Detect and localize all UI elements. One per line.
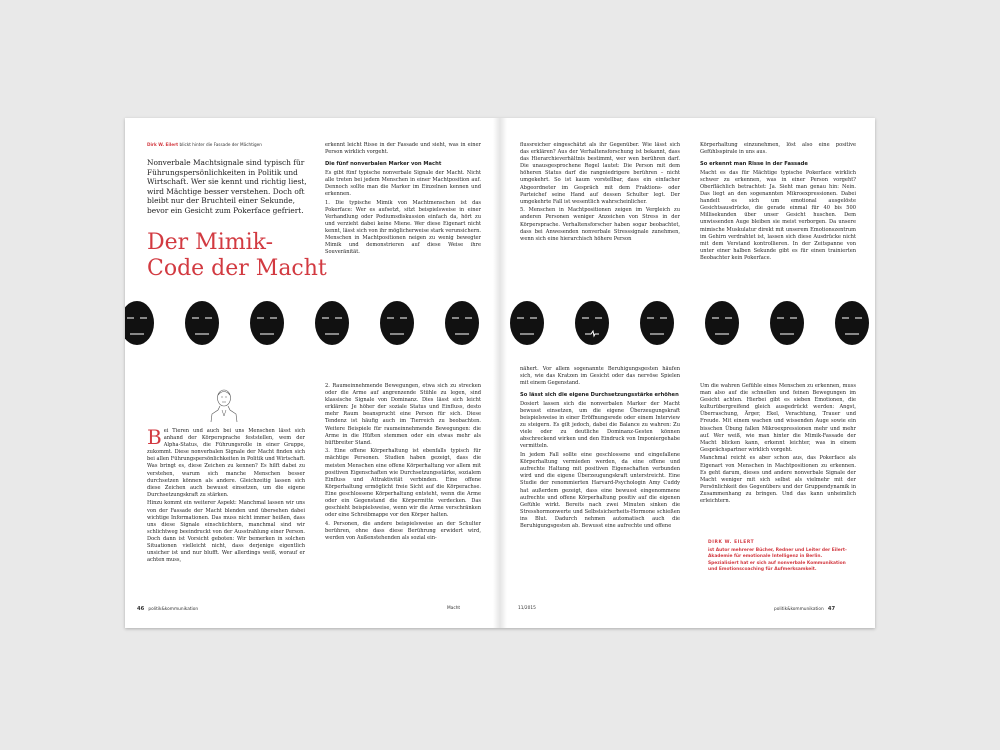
right-page	[500, 118, 875, 628]
col1-paragraph-2: Hinzu kommt ein weiterer Aspekt: Manchmal lassen wir uns von der Fassade der Macht blenden und übersehen dabei wichtige Informationen. Das muss nicht immer heißen, dass uns diese Signale einschüchtern, manchmal sind wir schlichtweg beeindruckt von der Ausstrahlung einer Person. Doch dann ist Vorsicht geboten: Wir bemerken in solchen Situationen vielleicht nicht, dass derjenige eigentlich unsicher ist und nur blufft. Wer allerdings weiß, worauf er achten muss,	[147, 500, 305, 564]
right-page-number: 47	[827, 606, 836, 612]
left-page-number: 46	[137, 606, 145, 612]
drop-cap: B	[147, 428, 162, 449]
article-headline: Der Mimik-Code der Macht	[147, 230, 327, 281]
col1-paragraph-1-text: ei Tieren und auch bei uns Menschen lässt sich anhand der Körpersprache feststellen, wem der Alpha-Status, die Führungsrolle in einer Gruppe, zukommt. Diese nonverbalen Signale der Macht finden sich bei allen Führungspersönlichkeiten in Politik und Wirtschaft. Was bringt es, diese Zeichen zu kennen? Es hilft dabei zu verstehen, warum sich manche Menschen besser durchsetzen können als andere. Gleichzeitig lassen sich diese Zeichen auch bewusst einsetzen, um die eigene Durchsetzungskraft zu stärken.	[147, 428, 305, 498]
column-1-bottom	[147, 428, 305, 604]
col2-intro: erkennt leicht Risse in der Fassade und sieht, was in einer Person wirklich vorgeht.	[325, 142, 481, 156]
col3-bottom-paragraph-2: Dosiert lassen sich die nonverbalen Marker der Macht bewusst einsetzen, um die eigene Überzeugungskraft beispielsweise in einer Eröffnungsrede oder einem Interview zu steigern. Es gilt jedoch, dabei die Balance zu wahren: Zu viele oder zu deutliche Dominanz-Gesten können abschreckend wirken und den Eindruck von Imponiergehabe vermitteln.	[520, 400, 680, 450]
spine-gutter	[493, 118, 507, 628]
column-3-top	[520, 142, 680, 292]
author-portrait-sketch	[209, 386, 239, 422]
right-footer	[774, 606, 835, 612]
left-page	[125, 118, 500, 628]
author-bio	[708, 540, 848, 573]
pokerface-illustration	[377, 298, 417, 348]
col3-paragraph: flussreicher eingeschätzt als ihr Gegenüber. Wie lässt sich das erklären? Aus der Verhaltensforschung ist bekannt, dass das Hierarchieverhältnis bestimmt, wer wen berühren darf. Die unausgesprochene Regel lautet: Die Person mit dem höheren Status darf die rangniedrigere berühren – nicht umgekehrt. So ist kaum vorstellbar, dass ein einfacher Abgeordneter im Gespräch mit dem Fraktions- oder Parteichef seine Hand auf dessen Schulter legt. Der umgekehrte Fall ist wesentlich wahrscheinlicher.	[520, 142, 680, 205]
magazine-spread	[125, 118, 875, 628]
col2-item-3: 3. Eine offene Körperhaltung ist ebenfalls typisch für mächtige Personen. Studien haben gezeigt, dass die meisten Menschen eine offene Körperhaltung vor allem mit positiven Eigenschaften wie Durchsetzungsstärke, sozialem Einfluss und Attraktivität verbinden. Eine offene Körperhaltung ermöglicht freie Sicht auf die Körperachse. Eine geschlossene Körperhaltung entsteht, wenn die Arme oder ein Gegenstand die Körpermitte verdecken. Das geschieht beispielsweise, wenn wir die Arme verschränken oder eine Schreibmappe vor den Körper halten.	[325, 448, 481, 519]
photo-caption	[147, 142, 262, 147]
pokerface-illustration	[637, 298, 677, 348]
caption-name: Dirk W. Eilert	[147, 142, 179, 147]
col2-item-2: 2. Raumeinnehmende Bewegungen, etwa sich zu strecken oder die Arme auf angrenzende Stühle zu legen, sind klassische Signale von Dominanz. Dies lässt sich leicht erklären: Je höher der soziale Status und Einfluss, desto mehr Raum beansprucht eine Person für sich. Diese Tendenz ist häufig auch im Tierreich zu beobachten. Weitere Beispiele für raumeinnehmende Bewegungen: die Arme in die Hüften stemmen oder ein etwas mehr als hüftbreiter Stand.	[325, 383, 481, 446]
col2-heading: Die fünf nonverbalen Marker von Macht	[325, 161, 442, 168]
column-2-bottom	[325, 383, 481, 603]
author-bio-text: ist Autor mehrerer Bücher, Redner und Leiter der Eilert-Akademie für emotionale Intelligenz in Berlin. Spezialisiert hat er sich auf nonverbale Kommunikation und Emotionscoaching für Aufmerksamkeit.	[708, 548, 847, 572]
lead-paragraph: Nonverbale Machtsignale sind typisch für Führungspersönlichkeiten in Politik und Wirtschaft. Wer sie kennt und richtig liest, wird Mächtige besser verstehen. Doch oft bleibt nur der Bruchteil einer Sekunde, bevor ein Gesicht zum Pokerface gefriert.	[147, 158, 307, 215]
col3-bottom-paragraph-3: In jedem Fall sollte eine geschlossene und eingefallene Körperhaltung vermieden werden, da eine offene und aufrechte Haltung mit positiven Eigenschaften verbunden wird und die eigene Überzeugungskraft unterstreicht. Eine Studie der renommierten Harvard-Psychologin Amy Cuddy hat außerdem gezeigt, dass eine bewusst eingenommene aufrechte und offene Körperhaltung positiv auf die eigenen Gefühle wirkt. Bereits nach zwei Minuten sinken die Stresshormonwerte und Selbstsicherheits-Hormone schießen ins Blut. Dadurch nehmen automatisch auch die Beruhigungsgesten ab. Bewusst eine aufrechte und offene	[520, 452, 680, 529]
pokerface-illustration	[182, 298, 222, 348]
col3-bottom-heading: So lässt sich die eigene Durchsetzungsstärke erhöhen	[520, 392, 679, 399]
col4-bottom-paragraph-1: Um die wahren Gefühle eines Menschen zu erkennen, muss man also auf die schnellen und feinen Bewegungen im Gesicht achten. Hierbei gibt es sieben Emotionen, die kulturübergreifend gleich ausgedrückt werden: Angst, Überraschung, Ärger, Ekel, Verachtung, Trauer und Freude. Mit einem wachen und wissenden Auge sowie ein bisschen Übung fallen Mikroexpressionen mehr und mehr auf. Wer weiß, wie man hinter die Mimik-Fassade der Macht blicken kann, erkennt leichter, was in einem Gesprächspartner wirklich vorgeht.	[700, 383, 856, 453]
pokerface-illustration	[507, 298, 547, 348]
column-4-bottom	[700, 383, 856, 535]
col2-item-4: 4. Personen, die andere beispielsweise an der Schulter berühren, ohne dass diese Berührung erwidert wird, werden von Außenstehenden als sozial ein-	[325, 520, 481, 541]
pokerface-illustration	[702, 298, 742, 348]
col4-bottom-paragraph-2: Manchmal reicht es aber schon aus, das Pokerface als Eigenart von Menschen in Machtpositionen zu erkennen. Es geht darum, dieses und andere nonverbale Signale der Macht weniger mit sich selbst als vielmehr mit der Persönlichkeit des Gegenübers und der Gruppendynamik in Zusammenhang zu bringen. Und das kann unheimlich erleichtern.	[700, 455, 856, 504]
pokerface-illustration	[832, 298, 872, 348]
col2-paragraph: Es gibt fünf typische nonverbale Signale der Macht. Nicht alle treten bei jedem Menschen in einer Machtposition auf. Dennoch sollte man die Marker im Einzelnen kennen und erkennen.	[325, 169, 481, 198]
left-footer-section: Macht	[447, 606, 461, 611]
right-footer-issue: 11/2015	[518, 606, 536, 611]
col3-bottom-paragraph-1: nähert. Vor allem sogenannte Beruhigungsgesten häufen sich, wie das Kratzen im Gesicht oder das nervöse Spielen mit einem Gegenstand.	[520, 366, 680, 387]
col4-heading: So erkennt man Risse in der Fassade	[700, 161, 808, 168]
col2-item-1: 1. Die typische Mimik von Machtmenschen ist das Pokerface: Wer es aufsetzt, sitzt beispielsweise in einer Verhandlung oder Podiumsdiskussion einfach da, hört zu und verzieht dabei keine Miene. Wer diese Eigenart nicht kennt, lässt sich von ihr möglicherweise stark verunsichern. Menschen in Machtpositionen neigen zu wenig bewegter Mimik und demonstrieren auf diese Weise ihre Souveränität.	[325, 199, 481, 256]
column-3-bottom	[520, 366, 680, 604]
pokerface-illustration	[312, 298, 352, 348]
col4-intro: Körperhaltung einzunehmen, löst also eine positive Gefühlsspirale in uns aus.	[700, 142, 856, 156]
author-bio-name: DIRK W. EILERT	[708, 540, 755, 545]
pokerface-illustration	[767, 298, 807, 348]
col3-item-5: 5. Menschen in Machtpositionen zeigen im Vergleich zu anderen Personen weniger Anzeichen von Stress in der Körpersprache. Verhaltensforscher haben sogar beobachtet, dass bei Anwesenden nonverbale Stresssignale zunehmen, wenn sich eine hierarchisch höhere Person	[520, 207, 680, 242]
column-4-top	[700, 142, 856, 292]
col1-paragraph-1	[147, 428, 305, 499]
right-footer-magazine: politik&kommunikation	[774, 607, 824, 612]
left-footer	[137, 606, 198, 612]
col4-paragraph: Macht es das für Mächtige typische Pokerface wirklich schwer zu erkennen, was in einer Person vorgeht? Oberflächlich betrachtet: Ja. Sieht man genau hin: Nein. Das liegt an den sogenannten Mikroexpressionen. Dabei handelt es sich um emotional ausgelöste Gesichtsausdrücke, die gerade einmal für 40 bis 500 Millisekunden über unser Gesicht huschen. Dem unwissenden Auge bleiben sie meist verborgen. Da unsere mimische Muskulatur direkt mit unserem Emotionszentrum im Gehirn verdrahtet ist, lassen sich diese Ausdrücke nicht mit dem Verstand kontrollieren. In der Zeitspanne von unter einer halben Sekunde gibt es für einen trainierten Beobachter kein Pokerface.	[700, 169, 856, 261]
pokerface-illustration	[125, 298, 157, 348]
caption-text: blickt hinter die Fassade der Mächtigen	[179, 142, 262, 147]
left-footer-magazine: politik&kommunikation	[148, 607, 199, 612]
pokerface-illustration	[247, 298, 287, 348]
microexpression-face-illustration	[572, 298, 612, 348]
column-2-top	[325, 142, 481, 292]
pokerface-illustration	[442, 298, 482, 348]
